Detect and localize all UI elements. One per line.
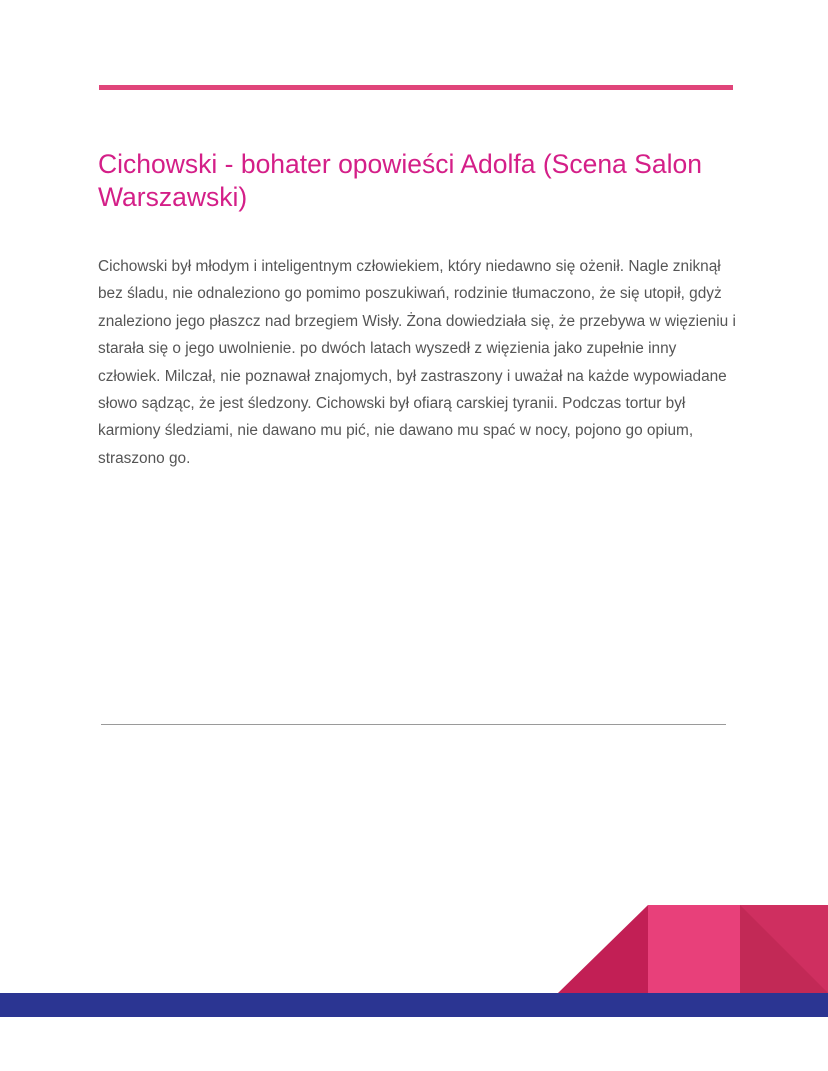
footer-triangle-left (558, 905, 648, 993)
bottom-divider (101, 724, 726, 725)
footer-decoration (0, 900, 828, 1020)
footer-block-pink (648, 905, 740, 993)
body-paragraph: Cichowski był młodym i inteligentnym człowiekiem, który niedawno się ożenił. Nagle zniknął bez śladu, nie odnaleziono go pomimo poszukiwań, rodzinie tłumaczono, że się utopił, gdyż znaleziono jego płaszcz nad brzegiem Wisły. Żona dowiedziała się, że przebywa w więzieniu i starała się o jego uwolnienie. po dwóch latach wyszedł z więzienia jako zupełnie inny człowiek. Milczał, nie poznawał znajomych, był zastraszony i uważał na każde wypowiadane słowo sądząc, że jest śledzony. Cichowski był ofiarą carskiej tyranii. Podczas tortur był karmiony śledziami, nie dawano mu pić, nie dawano mu spać w nocy, pojono go opium, straszono go. (98, 258, 736, 467)
top-accent-rule (99, 85, 733, 90)
footer-blue-band (0, 993, 828, 1017)
page-title: Cichowski - bohater opowieści Adolfa (Scena Salon Warszawski) (98, 149, 702, 212)
